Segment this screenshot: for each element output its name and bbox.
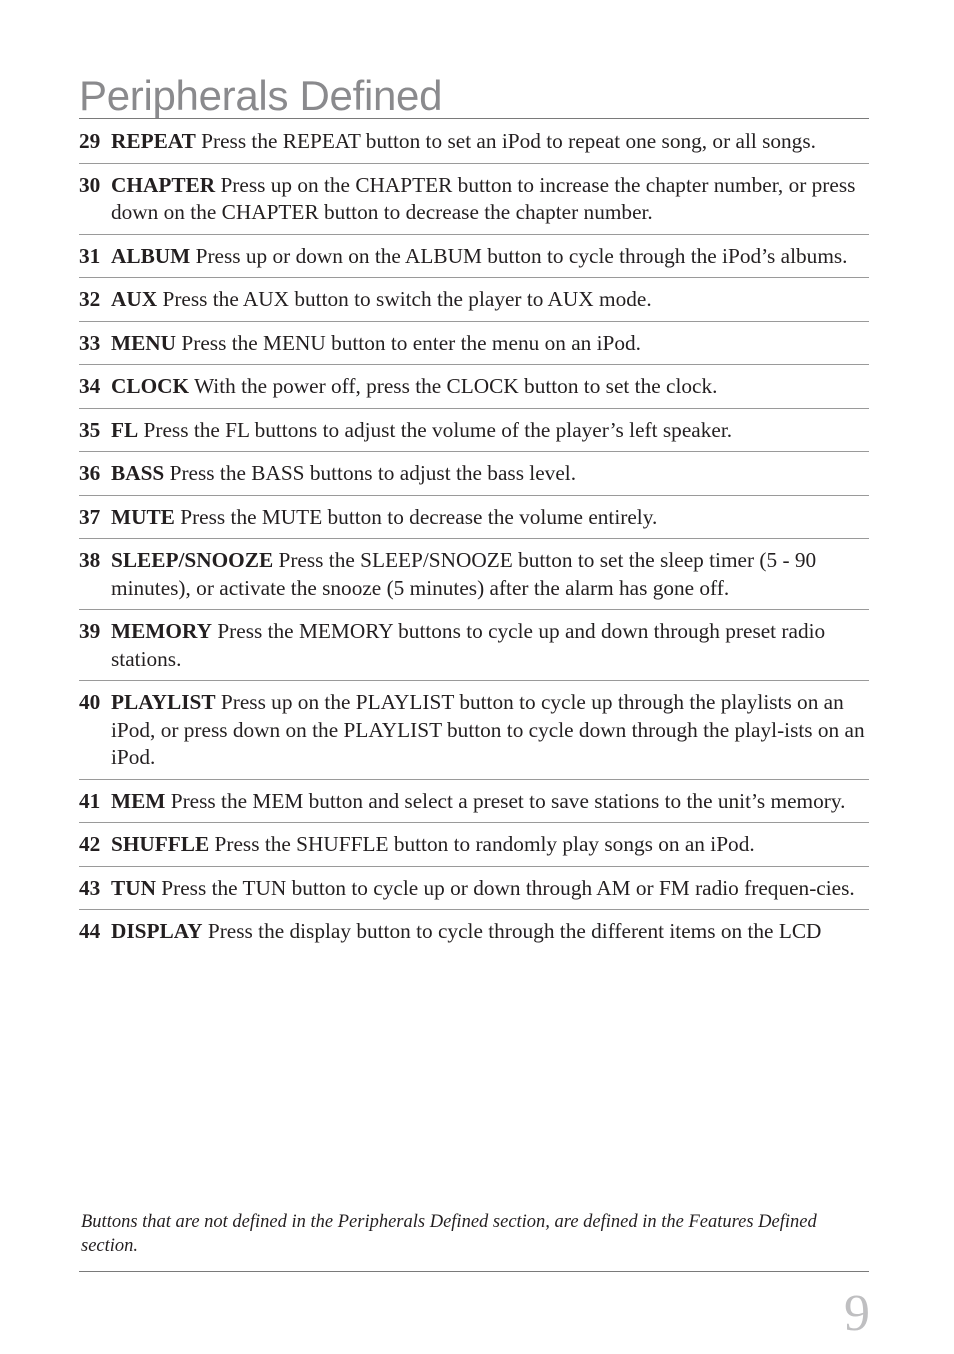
entry-description: Press the MEMORY buttons to cycle up and down through preset radio stations. [111,619,826,671]
entry-term: MENU [111,330,177,355]
entry-body [111,330,869,358]
entry-number: 29 [79,129,101,153]
entry-description: Press the MEM button and select a preset to save stations to the unit’s memory. [170,788,846,813]
entry-description: Press the SLEEP/SNOOZE button to set the sleep timer (5 - 90 minutes), or activate the snooze (5 minutes) after the alarm has gone off. [111,548,817,600]
entry-term: MUTE [111,504,175,529]
footnote: Buttons that are not defined in the Peripherals Defined section, are defined in the Features Defined section. [81,1212,817,1256]
list-item [79,278,869,322]
entry-number: 36 [79,461,101,485]
entry-description: Press the TUN button to cycle up or down through AM or FM radio frequen-cies. [161,875,855,900]
list-item [79,496,869,540]
entry-term: ALBUM [111,243,191,268]
entry-number: 38 [79,548,101,572]
entry-description: Press the AUX button to switch the player to AUX mode. [162,287,652,311]
list-item [79,610,869,681]
entry-term: PLAYLIST [111,690,216,714]
entry-body [111,547,869,602]
list-item [79,823,869,867]
entry-description: Press up or down on the ALBUM button to cycle through the iPod’s albums. [195,243,848,268]
entry-description: With the power off, press the CLOCK button to set the clock. [194,374,718,398]
entry-description: Press the FL buttons to adjust the volume of the player’s left speaker. [143,417,733,442]
entry-body [111,918,869,946]
list-item [79,365,869,409]
page-number: 9 [844,1285,870,1342]
entry-body [111,373,869,401]
list-item [79,910,869,953]
entry-body [111,243,869,271]
entry-description: Press up on the CHAPTER button to increase the chapter number, or press down on the CHAPTER button to decrease the chapter number. [111,172,856,224]
entry-number: 33 [79,330,101,355]
entry-term: REPEAT [111,129,196,153]
list-item [79,235,869,279]
entry-number: 32 [79,287,101,311]
entry-number: 44 [79,919,101,943]
entry-description: Press the display button to cycle through the different items on the LCD [207,919,822,943]
footer-divider [79,1271,869,1272]
entry-description: Press the REPEAT button to set an iPod to repeat one song, or all songs. [201,129,816,153]
entry-term: SLEEP/SNOOZE [111,548,274,572]
entry-body [111,618,869,673]
entry-number: 43 [79,875,101,900]
list-item [79,780,869,824]
entry-number: 39 [79,619,101,643]
entry-term: SHUFFLE [111,832,210,856]
entry-number: 37 [79,504,101,529]
list-item [79,120,869,164]
entry-number: 31 [79,243,101,268]
list-item [79,681,869,780]
entry-body [111,831,869,859]
list-item [79,409,869,453]
page-title: Peripherals Defined [79,72,443,119]
entry-number: 40 [79,690,101,714]
entry-term: CHAPTER [111,172,216,197]
entry-body [111,172,869,227]
entry-body [111,875,869,903]
title-divider [79,118,869,119]
entry-number: 35 [79,417,101,442]
entry-body [111,460,869,488]
entry-body [111,417,869,445]
entry-term: MEM [111,788,166,813]
list-item [79,452,869,496]
entry-term: FL [111,417,139,442]
list-item [79,322,869,366]
list-item [79,539,869,610]
entry-body [111,286,869,314]
entry-term: AUX [111,287,158,311]
entry-body [111,788,869,816]
entry-body [111,128,869,156]
entry-term: TUN [111,875,156,900]
entry-term: MEMORY [111,619,212,643]
list-item [79,164,869,235]
entry-description: Press the MUTE button to decrease the volume entirely. [180,504,658,529]
entry-description: Press the SHUFFLE button to randomly play songs on an iPod. [214,832,755,856]
entry-description: Press the BASS buttons to adjust the bass level. [169,461,577,485]
entry-number: 41 [79,788,101,813]
entry-body [111,504,869,532]
list-item [79,867,869,911]
entry-number: 30 [79,172,101,197]
entry-body [111,689,869,772]
entry-term: CLOCK [111,374,190,398]
entry-number: 42 [79,832,101,856]
entry-description: Press up on the PLAYLIST button to cycle up through the playlists on an iPod, or press down on the PLAYLIST button to cycle down through the playl-ists on an iPod. [111,690,865,769]
peripherals-list [79,120,869,953]
entry-description: Press the MENU button to enter the menu on an iPod. [181,330,642,355]
entry-term: BASS [111,461,165,485]
entry-term: DISPLAY [111,919,203,943]
entry-number: 34 [79,374,101,398]
